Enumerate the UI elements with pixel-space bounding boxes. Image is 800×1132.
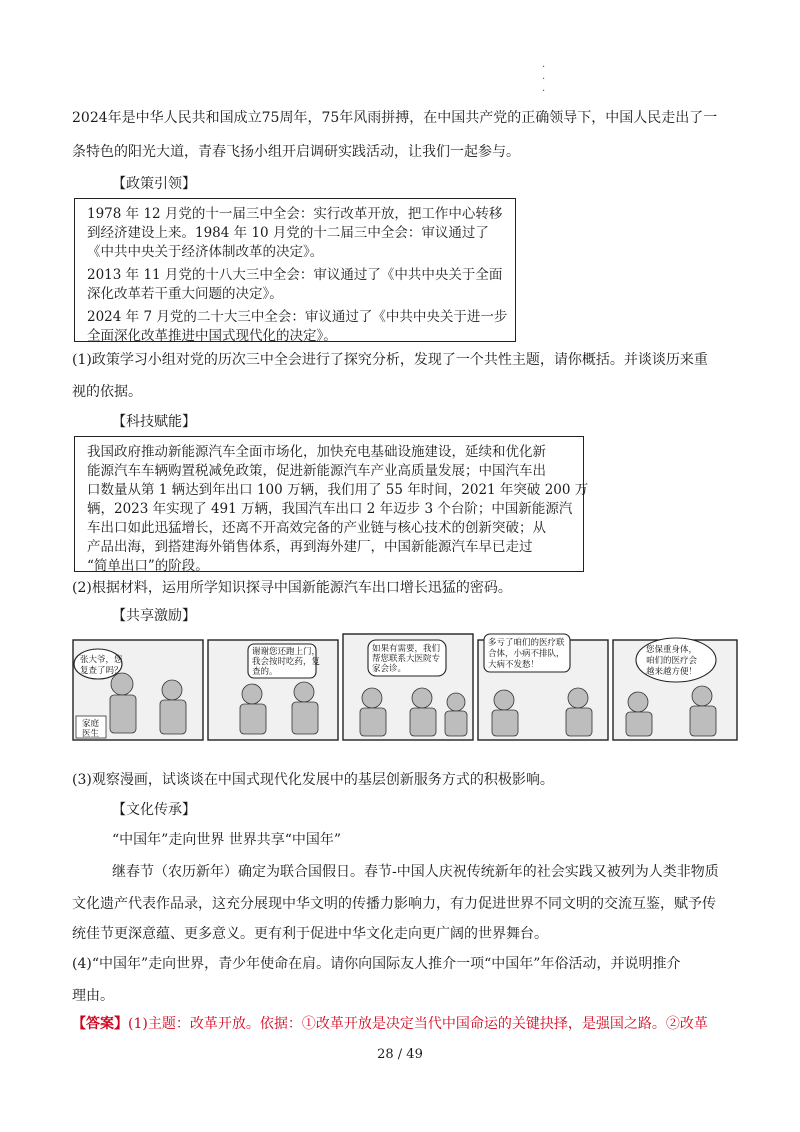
policy-line: 深化改革若干重大问题的决定》。: [87, 286, 283, 302]
tech-line: 我国政府推动新能源汽车全面市场化，加快充电基础设施建设，延续和优化新: [87, 444, 546, 460]
policy-line: 2013 年 11 月党的十八大三中全会：审议通过了《中共中央关于全面: [87, 267, 503, 283]
tech-box: [74, 436, 589, 574]
answer-tag: 【答案】: [72, 1016, 128, 1032]
tech-line: 车出口如此迅猛增长，还离不开高效完备的产业链与核心技术的创新突破；从: [87, 520, 546, 536]
comic-p4-bubble-line: 合体，小病不排队，: [488, 649, 565, 659]
comic-p5-bubble-line: 咱们的医疗会: [646, 656, 698, 666]
comic-strip: [72, 632, 738, 744]
tech-line: 辆，2023 年实现了 491 万辆，我国汽车出口 2 年迈步 3 个台阶；中国新能源汽: [87, 501, 573, 517]
comic-p1-sign-line: 家庭: [82, 719, 100, 729]
intro-line-1: 2024年是中华人民共和国成立75周年，75年风雨拼搏，在中国共产党的正确领导下，中国人民走出了一: [72, 110, 718, 126]
question-3: (3)观察漫画，试谈谈在中国式现代化发展中的基层创新服务方式的积极影响。: [72, 772, 554, 788]
comic-p1-bubble-line: 复查了吗？: [80, 666, 123, 676]
tech-line: 产品出海，到搭建海外销售体系，再到海外建厂，中国新能源汽车早已走过: [87, 539, 533, 555]
comic-p5-bubble-line: 越来越方便！: [646, 667, 698, 677]
answer-line: [72, 1014, 708, 1034]
intro-line-2: 条特色的阳光大道，青春飞扬小组开启调研实践活动，让我们一起参与。: [72, 144, 520, 160]
culture-subtitle: “中国年”走向世界 世界共享“中国年”: [112, 832, 342, 848]
question-4-line-1: (4)“中国年”走向世界，青少年使命在肩。请你向国际友人推介一项“中国年”年俗活动，并说明推介: [72, 956, 681, 972]
policy-box: [74, 198, 516, 342]
page-number: 28 / 49: [377, 1047, 423, 1062]
policy-line: 全面深化改革推进中国式现代化的决定》。: [87, 328, 337, 344]
question-2: (2)根据材料，运用所学知识探寻中国新能源汽车出口增长迅猛的密码。: [72, 580, 512, 596]
question-4-line-2: 理由。: [72, 988, 114, 1004]
header-dots: · · ·: [542, 62, 546, 97]
question-1-line-1: (1)政策学习小组对党的历次三中全会进行了探究分析，发现了一个共性主题，请你概括。并谈谈历来重: [72, 352, 708, 368]
heading-tech: 【科技赋能】: [112, 414, 196, 430]
tech-line: “简单出口”的阶段。: [87, 558, 209, 574]
tech-line: 口数量从第 1 辆达到年出口 100 万辆，我们用了 55 年时间，2021 年突破 200 万: [87, 482, 589, 498]
culture-para-line-2: 文化遗产代表作品录，这充分展现中华文明的传播力影响力，有力促进世界不同文明的交流互鉴，赋予传: [72, 896, 716, 912]
policy-line: 到经济建设上来。1984 年 10 月党的十二届三中全会：审议通过了: [87, 225, 489, 241]
comic-p4-bubble-line: 多亏了咱们的医疗联: [488, 638, 565, 648]
comic-p5-bubble-line: 您保重身体，: [646, 645, 698, 655]
tech-line: 能源汽车车辆购置税减免政策，促进新能源汽车产业高质量发展；中国汽车出: [87, 463, 546, 479]
culture-para-line-3: 统佳节更深意蕴、更多意义。更有利于促进中华文化走向更广阔的世界舞台。: [72, 926, 548, 942]
policy-line: 《中共中央关于经济体制改革的决定》。: [87, 244, 324, 260]
comic-p2-bubble-line: 我会按时吃药，复: [252, 657, 321, 667]
comic-p2-bubble-line: 谢谢您还跑上门，: [252, 647, 321, 657]
heading-policy: 【政策引领】: [112, 176, 196, 192]
heading-share: 【共享激励】: [112, 608, 196, 624]
heading-culture: 【文化传承】: [112, 802, 196, 818]
comic-p3-bubble-line: 如果有需要，我们: [372, 644, 441, 654]
comic-p1-bubble-line: 张大爷，您: [80, 655, 123, 665]
question-1-line-2: 视的依据。: [72, 384, 142, 400]
comic-p3-bubble-line: 家会诊。: [372, 664, 407, 674]
policy-line: 2024 年 7 月党的二十大三中全会：审议通过了《中共中央关于进一步: [87, 309, 508, 325]
policy-line: 1978 年 12 月党的十一届三中全会：实行改革开放，把工作中心转移: [87, 206, 503, 222]
culture-para-line-1: 继春节（农历新年）确定为联合国假日。春节-中国人庆祝传统新年的社会实践又被列为人类非物质: [112, 864, 719, 880]
comic-panel-3-figures: [360, 688, 467, 736]
comic-p2-bubble-line: 查的。: [252, 667, 278, 677]
comic-p4-bubble-line: 大病不发愁！: [488, 660, 540, 670]
comic-p3-bubble-line: 帮您联系大医院专: [372, 654, 441, 664]
comic-p1-sign-line: 医生: [82, 729, 100, 739]
answer-text: (1)主题：改革开放。依据：①改革开放是决定当代中国命运的关键抉择，是强国之路。②改革: [128, 1016, 708, 1032]
